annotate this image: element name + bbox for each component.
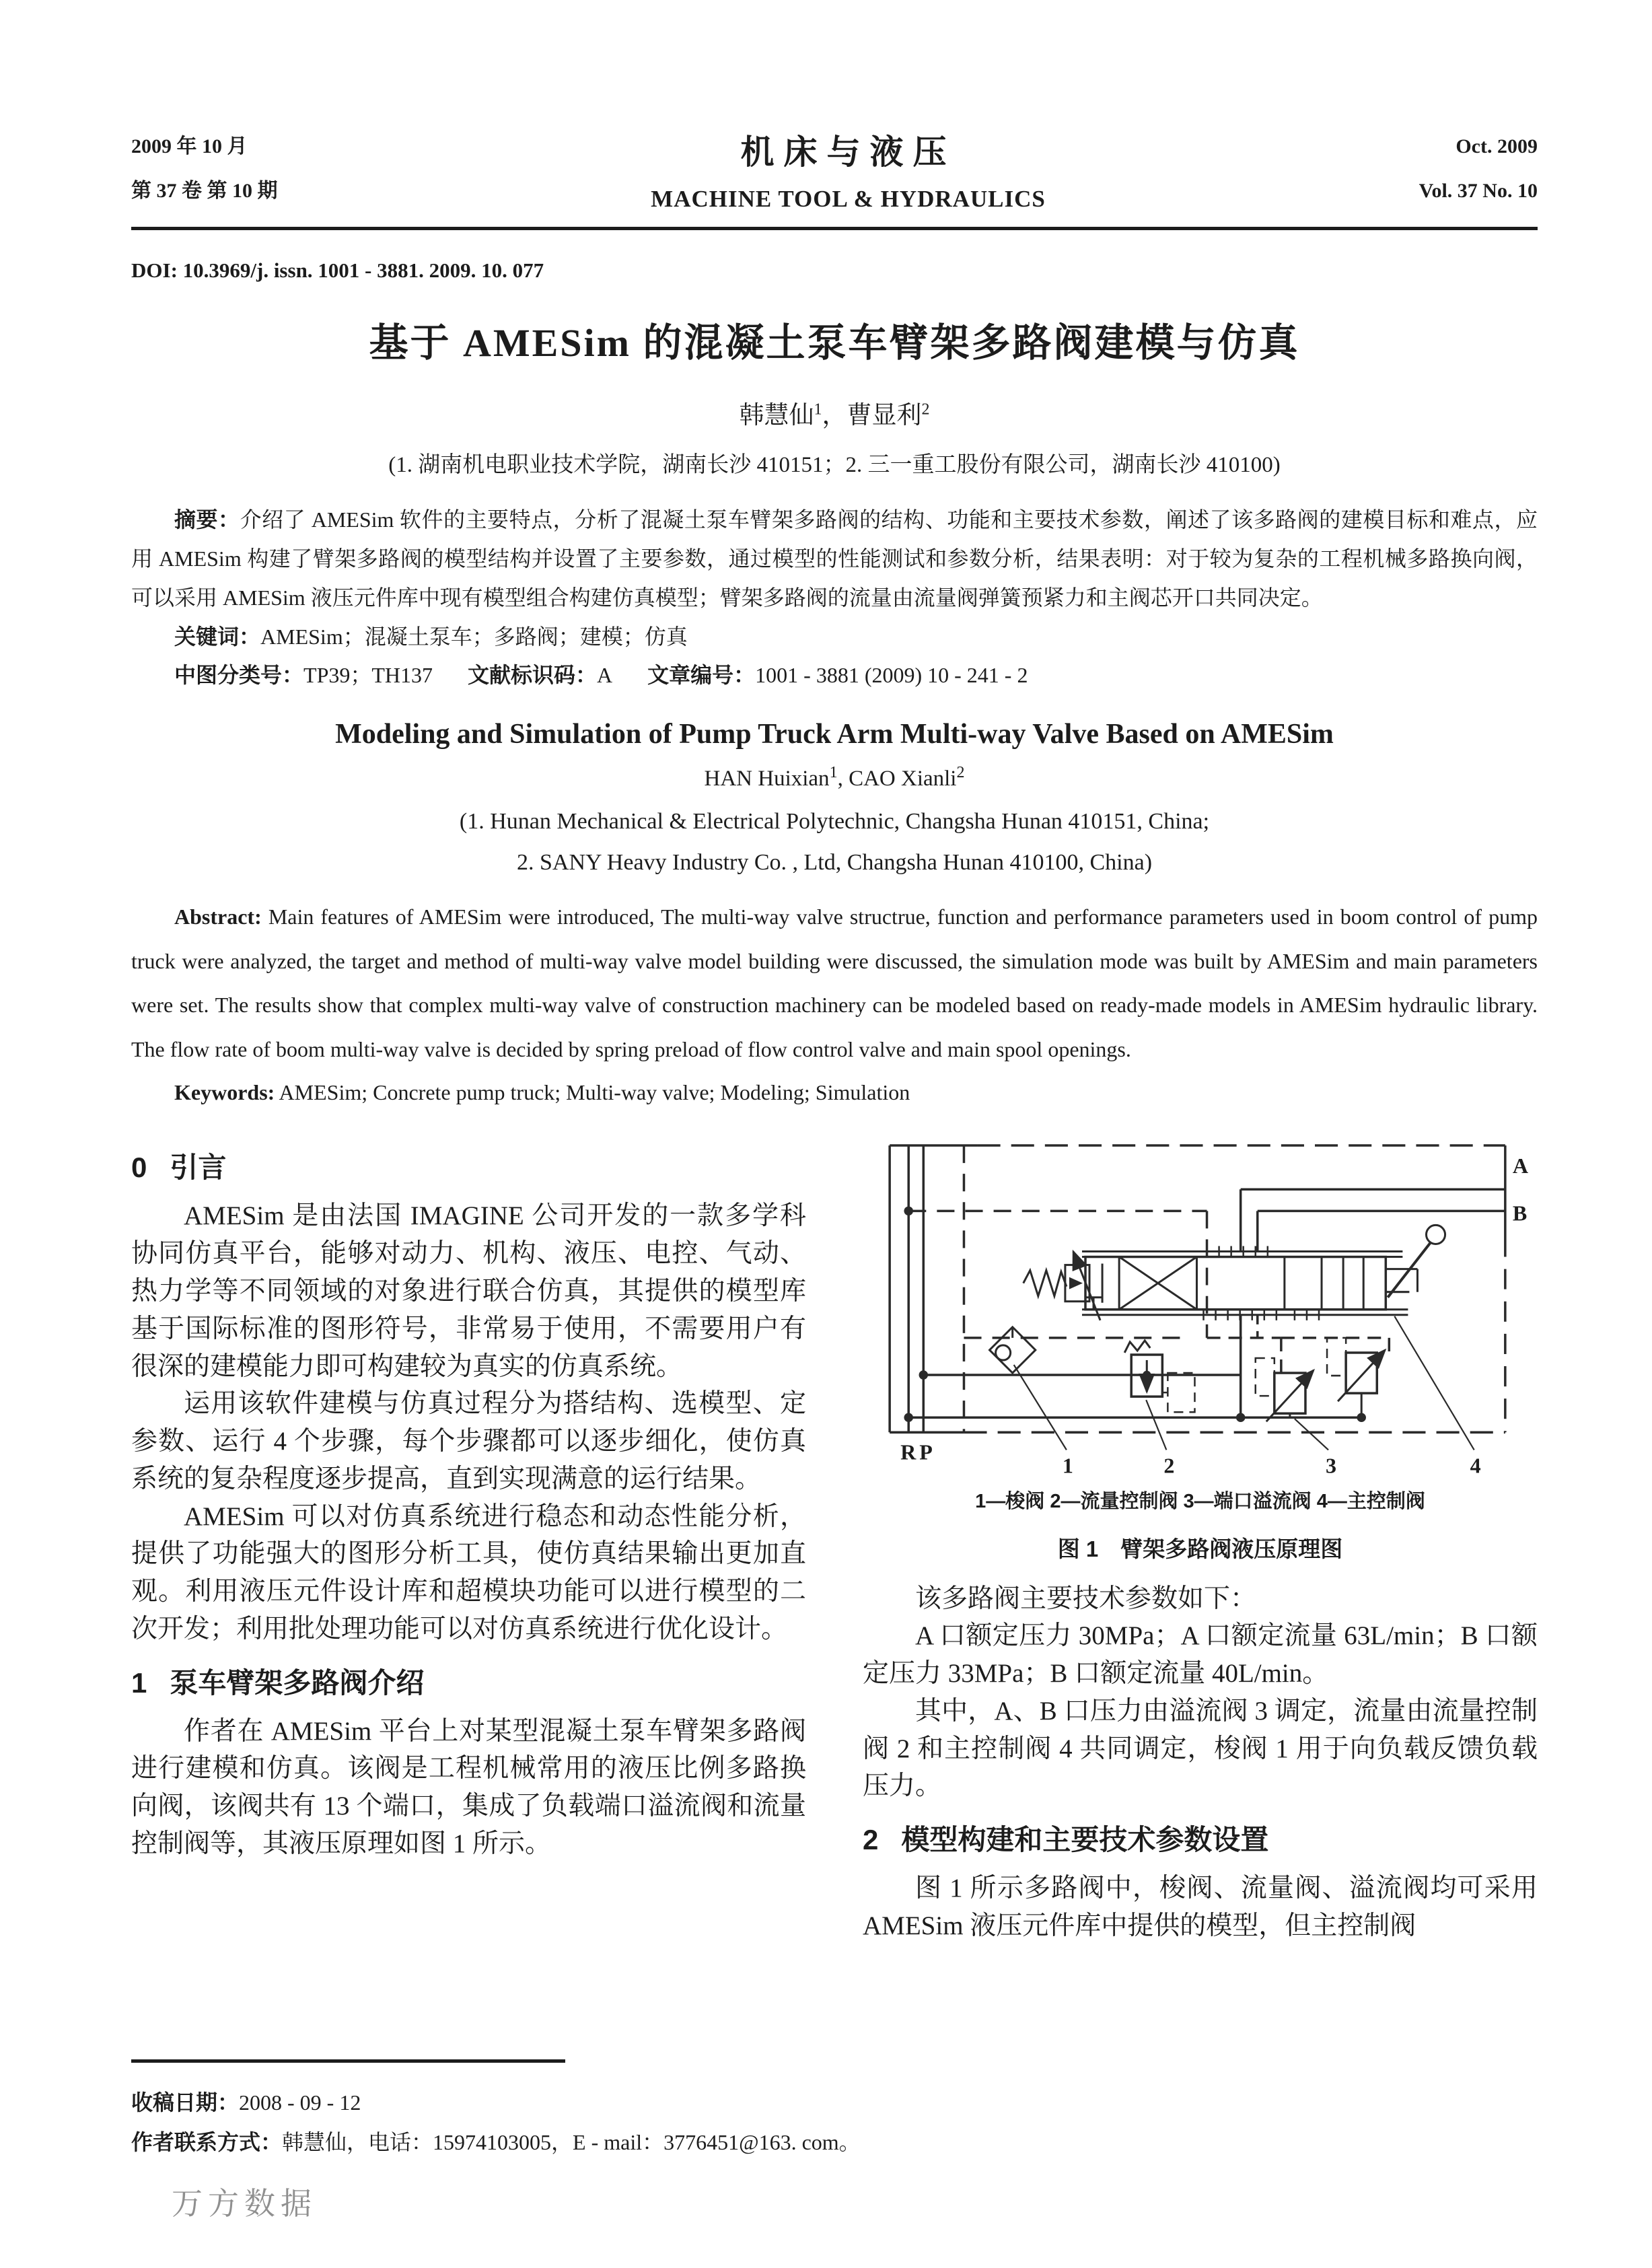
figure-caption: 图 1 臂架多路阀液压原理图 [1057, 1536, 1343, 1562]
author-2-en-mark: 2 [956, 763, 965, 781]
author-1-en-mark: 1 [829, 763, 838, 781]
wanfang-watermark: 万方数据 [172, 2187, 317, 2221]
left-column [131, 1133, 806, 1944]
paper-title-cn: 基于 AMESim 的混凝土泵车臂架多路阀建模与仿真 [369, 321, 1300, 365]
issue-date-cn: 2009 年 10 月 [131, 135, 248, 157]
keywords-en [131, 1072, 1538, 1113]
footnote-rule [131, 2059, 565, 2063]
abstract-en [131, 895, 1538, 1071]
paper-title-en: Modeling and Simulation of Pump Truck Arm Multi-way Valve Based on AMESim [335, 718, 1334, 750]
volume-issue-cn: 第 37 卷 第 10 期 [131, 180, 278, 202]
section-0-paragraph: 运用该软件建模与仿真过程分为搭结构、选模型、定参数、运行 4 个步骤，每个步骤都可以逐步细化，使仿真系统的复杂程度逐步提高，直到实现满意的运行结果。 [131, 1389, 806, 1493]
article-id-value: 1001 - 3881 (2009) 10 - 241 - 2 [755, 663, 1028, 688]
section-0-paragraph: AMESim 是由法国 IMAGINE 公司开发的一款多学科协同仿真平台，能够对动力、机构、液压、电控、气动、热力学等不同领域的对象进行联合仿真，其提供的模型库基于国际标准的图形符号，非常易于使用，不需要用户有很深的建模能力即可构建较为真实的仿真系统。 [131, 1201, 806, 1381]
section-1-paragraph: 作者在 AMESim 平台上对某型混凝土泵车臂架多路阀进行建模和仿真。该阀是工程机械常用的液压比例多路换向阀，该阀共有 13 个端口，集成了负载端口溢流阀和流量控制阀等，其液压原理如图 1 所示。 [131, 1716, 806, 1859]
received-date-label: 收稿日期： [131, 2090, 240, 2115]
affiliation-en-line2: 2. SANY Heavy Industry Co. , Ltd, Changsha Hunan 410100, China) [516, 850, 1153, 876]
port-label-a: A [1512, 1154, 1529, 1178]
section-1-number: 1 [131, 1666, 147, 1699]
classification-line [131, 656, 1538, 695]
abstract-cn-text: 介绍了 AMESim 软件的主要特点，分析了混凝土泵车臂架多路阀的结构、功能和主要技术参数，阐述了该多路阀的建模目标和难点，应用 AMESim 构建了臂架多路阀的模型结构并设置了主要参数，通过模型的性能测试和参数分析，结果表明：对于较为复杂的工程机械多路换向阀，可以采用 AMESim 液压元件库中现有模型组合构建仿真模型；臂架多路阀的流量由流量阀弹簧预紧力和主阀芯开口共同决定。 [131, 507, 1538, 610]
author-1-affiliation-mark: 1 [814, 400, 822, 419]
journal-name-en: MACHINE TOOL & HYDRAULICS [651, 186, 1046, 212]
abstract-en-text: Main features of AMESim were introduced, The multi-way valve structrue, function and performance parameters used in boom control of pump truck were analyzed, the target and method of multi-way valve model building were discussed, the simulation mode was built by AMESim and main parameters were set. The results show that complex multi-way valve of construction machinery can be modeled based on ready-made models in AMESim hydraulic library. The flow rate of boom multi-way valve is decided by spring preload of flow control valve and main spool openings. [131, 905, 1538, 1062]
figure-1 [863, 1135, 1538, 1565]
right-column [863, 1133, 1538, 1944]
header-right [1419, 125, 1538, 213]
abstract-cn-label: 摘要： [174, 507, 240, 532]
author-2-cn: 曹显利 [847, 402, 922, 429]
author-en-separator: , [837, 766, 849, 791]
section-2-title: 模型构建和主要技术参数设置 [901, 1824, 1269, 1856]
journal-header [131, 125, 1538, 213]
section-0-title: 引言 [170, 1151, 227, 1184]
doc-code-label: 文献标识码： [468, 663, 598, 688]
author-separator: ， [822, 402, 847, 429]
section-1-heading [131, 1663, 806, 1703]
right-paragraph: A 口额定压力 30MPa；A 口额定流量 63L/min；B 口额定压力 33MPa；B 口额定流量 40L/min。 [863, 1621, 1538, 1689]
doi-line: DOI: 10.3969/j. issn. 1001 - 3881. 2009. 10. 077 [131, 258, 544, 282]
keywords-cn-label: 关键词： [174, 624, 261, 649]
affiliation-cn: (1. 湖南机电职业技术学院，湖南长沙 410151；2. 三一重工股份有限公司，湖南长沙 410100) [388, 453, 1281, 477]
port-label-r: R [900, 1440, 917, 1464]
callout-2: 2 [1163, 1453, 1175, 1478]
author-contact-line [131, 2123, 1538, 2162]
section-1-title: 泵车臂架多路阀介绍 [170, 1666, 425, 1699]
affiliation-en [131, 801, 1538, 883]
authors-en [131, 764, 1538, 791]
doc-code-value: A [597, 663, 613, 688]
abstract-en-label: Abstract: [174, 905, 262, 929]
callout-3: 3 [1326, 1453, 1337, 1478]
figure-legend: 1—梭阀 2—流量控制阀 3—端口溢流阀 4—主控制阀 [975, 1490, 1425, 1512]
keywords-en-label: Keywords: [174, 1079, 275, 1104]
port-label-b: B [1512, 1201, 1528, 1226]
clc-label: 中图分类号： [174, 663, 304, 688]
section-2-heading [863, 1820, 1538, 1860]
keywords-en-text: AMESim; Concrete pump truck; Multi-way valve; Modeling; Simulation [279, 1079, 910, 1104]
section-2-number: 2 [863, 1824, 879, 1856]
callout-1: 1 [1062, 1453, 1073, 1478]
section-0-heading [131, 1147, 806, 1188]
authors-cn [131, 394, 1538, 431]
section-0-paragraph: AMESim 可以对仿真系统进行稳态和动态性能分析，提供了功能强大的图形分析工具，使仿真结果输出更加直观。利用液压元件设计库和超模块功能可以进行模型的二次开发；利用批处理功能可以对仿真系统进行优化设计。 [131, 1501, 806, 1643]
received-date-line [131, 2083, 1538, 2123]
section-2-paragraph: 图 1 所示多路阀中，梭阀、流量阀、溢流阀均可采用 AMESim 液压元件库中提供的模型，但主控制阀 [863, 1874, 1538, 1941]
journal-name-cn: 机床与液压 [740, 133, 956, 171]
keywords-cn-text: AMESim；混凝土泵车；多路阀；建模；仿真 [260, 624, 688, 649]
abstract-cn [131, 500, 1538, 618]
author-2-affiliation-mark: 2 [921, 400, 930, 419]
issue-date-en: Oct. 2009 [1456, 135, 1538, 157]
hydraulic-schematic [863, 1135, 1538, 1487]
clc-value: TP39；TH137 [303, 663, 433, 688]
author-contact-value: 韩慧仙，电话：15974103005，E - mail：3776451@163. com。 [282, 2130, 861, 2155]
right-paragraph: 其中，A、B 口压力由溢流阀 3 调定，流量由流量控制阀 2 和主控制阀 4 共同调定，梭阀 1 用于向负载反馈负载压力。 [863, 1696, 1538, 1801]
header-left [131, 125, 278, 213]
author-1-cn: 韩慧仙 [739, 402, 814, 429]
author-2-en: CAO Xianli [849, 766, 957, 791]
footnote [131, 2059, 1538, 2162]
header-center [651, 125, 1046, 213]
right-paragraph: 该多路阀主要技术参数如下： [915, 1584, 1257, 1613]
port-label-p: P [919, 1440, 933, 1464]
volume-issue-en: Vol. 37 No. 10 [1418, 180, 1538, 202]
header-rule [131, 227, 1538, 230]
received-date-value: 2008 - 09 - 12 [239, 2090, 361, 2115]
callout-4: 4 [1470, 1453, 1481, 1478]
author-contact-label: 作者联系方式： [131, 2130, 283, 2155]
article-id-label: 文章编号： [647, 663, 756, 688]
section-0-number: 0 [131, 1151, 147, 1184]
keywords-cn [131, 618, 1538, 657]
author-1-en: HAN Huixian [704, 766, 830, 791]
body-columns [131, 1133, 1538, 1944]
affiliation-en-line1: (1. Hunan Mechanical & Electrical Polytechnic, Changsha Hunan 410151, China; [459, 808, 1210, 834]
